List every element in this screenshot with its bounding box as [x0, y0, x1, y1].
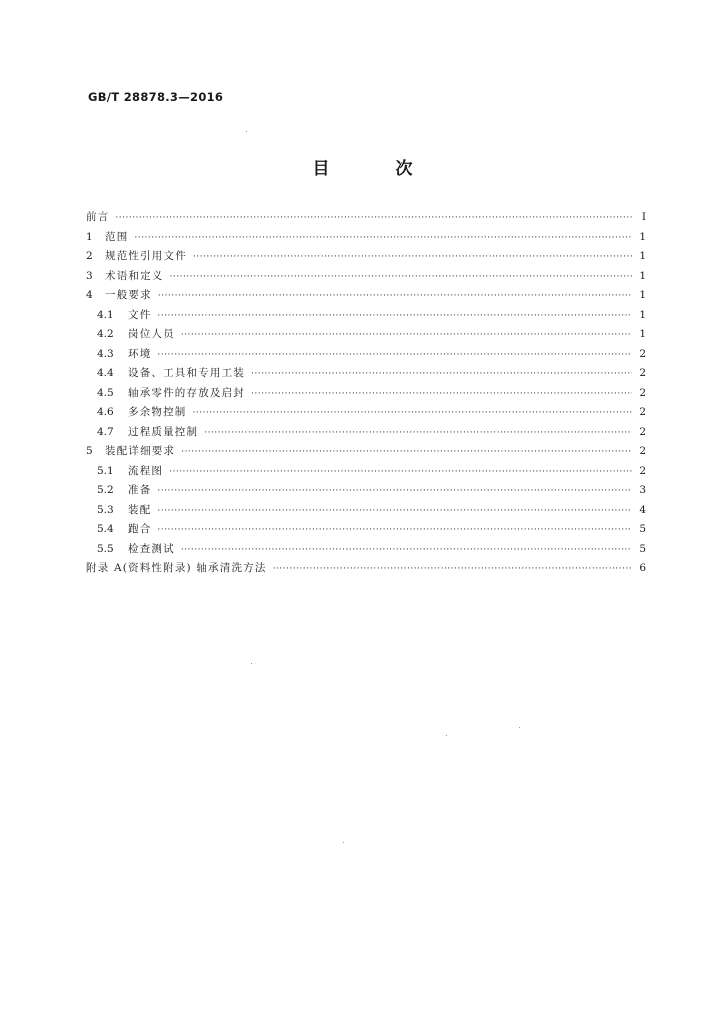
dot-leader [181, 326, 632, 346]
toc-entry[interactable] [86, 267, 646, 287]
toc-entry-label: 过程质量控制 [128, 425, 199, 438]
toc-entry-number: 2 [86, 250, 93, 262]
toc-entry[interactable] [86, 559, 646, 579]
dot-leader [157, 346, 632, 366]
toc-entry-label: 设备、工具和专用工装 [128, 367, 245, 379]
toc-entry-number: 4.3 [97, 347, 114, 360]
toc-entry[interactable] [86, 208, 646, 228]
toc-entry[interactable] [86, 325, 646, 345]
toc-entry-label: 前言 [86, 211, 110, 223]
toc-entry-number: 5 [86, 445, 93, 457]
toc-entry[interactable] [86, 540, 646, 560]
toc-entry-label: 一般要求 [105, 289, 152, 301]
toc-entry-page-number: 3 [639, 484, 646, 496]
table-of-contents [86, 208, 646, 579]
toc-entry-label: 准备 [128, 484, 152, 496]
toc-entry-page-number: 2 [639, 347, 646, 360]
toc-entry-page-number: Ⅰ [641, 211, 646, 223]
toc-entry[interactable] [86, 364, 646, 384]
toc-entry-page-number: 2 [639, 464, 646, 477]
toc-entry-page-number: 2 [639, 386, 646, 399]
toc-entry-number: 5.5 [97, 542, 114, 555]
toc-entry[interactable] [86, 501, 646, 521]
toc-entry-label: 多余物控制 [128, 406, 187, 418]
toc-entry-label: 岗位人员 [128, 328, 175, 340]
toc-entry-number: 4 [86, 289, 93, 301]
toc-entry-page-number: 2 [639, 406, 646, 418]
toc-entry[interactable] [86, 462, 646, 482]
toc-entry[interactable] [86, 345, 646, 365]
toc-entry[interactable] [86, 520, 646, 540]
toc-entry[interactable] [86, 306, 646, 326]
toc-entry-label: 跑合 [128, 523, 152, 535]
toc-entry-page-number: 2 [639, 367, 646, 379]
scan-speck [246, 131, 247, 132]
toc-entry-number: 5.1 [97, 464, 114, 477]
toc-entry-page-number: 1 [639, 230, 646, 243]
toc-entry[interactable] [86, 481, 646, 501]
toc-entry[interactable] [86, 247, 646, 267]
toc-entry-number: 1 [86, 230, 93, 243]
scan-speck [446, 735, 447, 736]
toc-entry-label: 规范性引用文件 [105, 250, 187, 262]
toc-entry[interactable] [86, 286, 646, 306]
toc-entry-page-number: 6 [639, 562, 646, 574]
document-id: GB/T 28878.3—2016 [88, 90, 224, 104]
scan-speck [343, 842, 344, 843]
dot-leader [181, 443, 632, 463]
toc-entry-label: 附录 A(资料性附录) 轴承清洗方法 [86, 562, 267, 574]
toc-entry-number: 3 [86, 269, 93, 282]
toc-entry-number: 5.4 [97, 523, 114, 535]
dot-leader [169, 463, 632, 483]
dot-leader [115, 209, 632, 229]
toc-entry-label: 环境 [128, 347, 152, 360]
toc-entry-page-number: 2 [639, 445, 646, 457]
toc-entry-label: 装配 [128, 503, 152, 516]
toc-entry-label: 流程图 [128, 464, 164, 477]
dot-leader [157, 307, 632, 327]
dot-leader [273, 560, 632, 580]
toc-entry-page-number: 4 [639, 503, 646, 516]
toc-entry-number: 4.6 [97, 406, 114, 418]
toc-entry-label: 范围 [105, 230, 129, 243]
toc-entry-label: 检查测试 [128, 542, 175, 555]
dot-leader [170, 268, 633, 288]
dot-leader [251, 365, 632, 385]
toc-entry-page-number: 1 [639, 289, 646, 301]
toc-entry-page-number: 1 [639, 328, 646, 340]
toc-entry-page-number: 1 [639, 269, 646, 282]
toc-entry-page-number: 5 [639, 542, 646, 555]
dot-leader [193, 248, 632, 268]
toc-entry-page-number: 2 [639, 425, 646, 438]
toc-entry[interactable] [86, 384, 646, 404]
toc-entry-number: 5.2 [97, 484, 114, 496]
scan-speck [519, 727, 520, 728]
dot-leader [134, 229, 632, 249]
toc-entry[interactable] [86, 403, 646, 423]
dot-leader [204, 424, 632, 444]
toc-entry-number: 4.7 [97, 425, 114, 438]
dot-leader [157, 482, 632, 502]
toc-entry-page-number: 5 [639, 523, 646, 535]
dot-leader [157, 521, 632, 541]
toc-entry-number: 4.4 [97, 367, 114, 379]
toc-entry-page-number: 1 [639, 250, 646, 262]
toc-entry-number: 5.3 [97, 503, 114, 516]
toc-entry-number: 4.1 [97, 308, 114, 321]
toc-entry-label: 术语和定义 [105, 269, 164, 282]
dot-leader [193, 404, 633, 424]
toc-entry-label: 轴承零件的存放及启封 [128, 386, 245, 399]
toc-entry-label: 装配详细要求 [105, 445, 176, 457]
toc-entry-label: 文件 [128, 308, 152, 321]
toc-entry[interactable] [86, 228, 646, 248]
dot-leader [251, 385, 632, 405]
dot-leader [157, 502, 632, 522]
toc-entry[interactable] [86, 442, 646, 462]
dot-leader [158, 287, 632, 307]
scan-speck [251, 663, 252, 664]
page-title: 目 次 [312, 159, 443, 179]
toc-entry-page-number: 1 [639, 308, 646, 321]
toc-entry[interactable] [86, 423, 646, 443]
toc-entry-number: 4.5 [97, 386, 114, 399]
dot-leader [181, 541, 632, 561]
toc-entry-number: 4.2 [97, 328, 114, 340]
